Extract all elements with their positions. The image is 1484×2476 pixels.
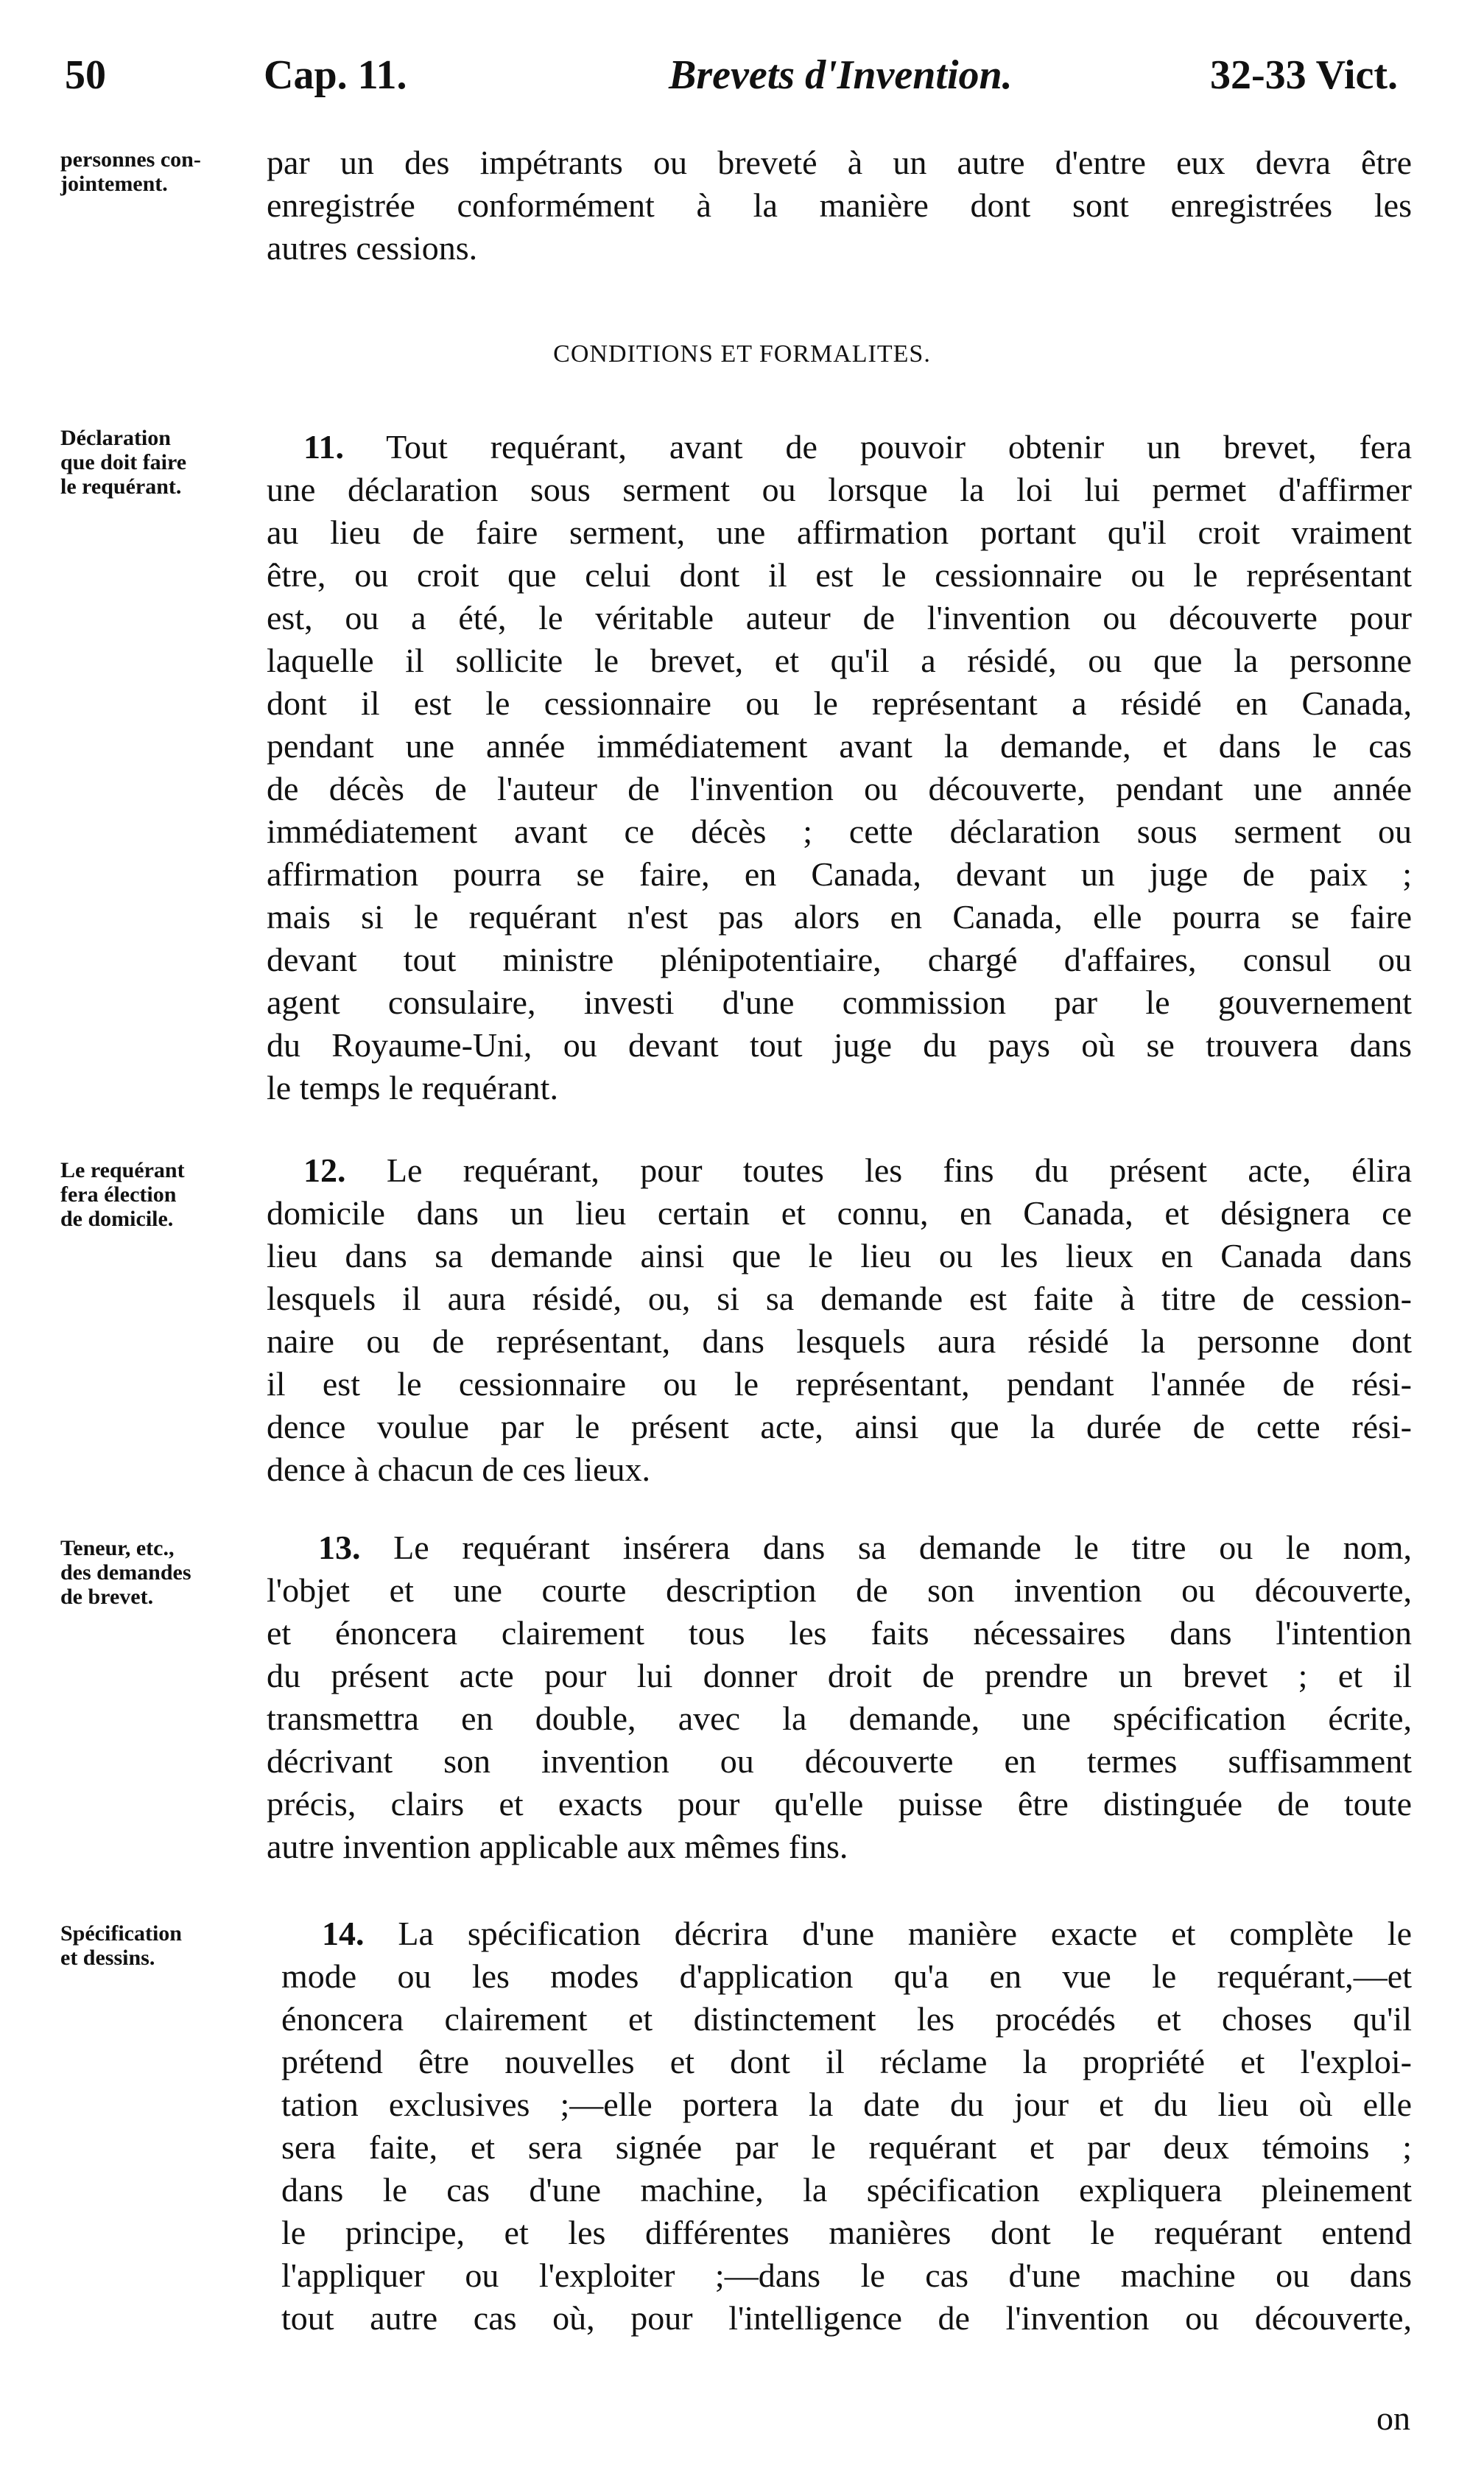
text-line: Tout requérant, avant de pouvoir obtenir un brevet, fera <box>386 428 1412 466</box>
text-line: de décès de l'auteur de l'invention ou découverte, pendant une année <box>267 770 1412 807</box>
intro-paragraph <box>267 141 1412 270</box>
margin-note-line: de brevet. <box>60 1585 154 1609</box>
text-line: domicile dans un lieu certain et connu, en Canada, et désignera ce <box>267 1194 1412 1232</box>
margin-note-line: des demandes <box>60 1560 191 1585</box>
margin-note-section-12 <box>60 1158 267 1231</box>
text-line: du Royaume-Uni, ou devant tout juge du pays où se trouvera dans <box>267 1026 1412 1064</box>
text-line: sera faite, et sera signée par le requérant et par deux témoins ; <box>281 2128 1412 2166</box>
text-line: l'objet et une courte description de son invention ou découverte, <box>267 1571 1412 1609</box>
section-number: 11. <box>303 428 344 466</box>
text-line: par un des impétrants ou breveté à un autre d'entre eux devra être <box>267 144 1412 181</box>
running-title: Brevets d'Invention. <box>669 52 1013 98</box>
margin-note-section-14 <box>60 1921 267 1970</box>
text-line: énoncera clairement et distinctement les procédés et choses qu'il <box>281 2000 1412 2038</box>
section-11 <box>267 426 1412 1109</box>
section-number: 13. <box>318 1529 361 1566</box>
text-line: tation exclusives ;—elle portera la date du jour et du lieu où elle <box>281 2086 1412 2123</box>
margin-note-line: que doit faire <box>60 450 187 474</box>
section-heading: CONDITIONS ET FORMALITES. <box>553 340 931 368</box>
text-line: prétend être nouvelles et dont il réclame la propriété et l'exploi- <box>281 2043 1412 2080</box>
margin-note-line: Déclaration <box>60 426 171 450</box>
margin-note-line: fera élection <box>60 1182 177 1207</box>
text-line: agent consulaire, investi d'une commission par le gouvernement <box>267 983 1412 1021</box>
chapter-label: Cap. 11. <box>264 52 407 98</box>
text-line: dence à chacun de ces lieux. <box>267 1451 651 1488</box>
margin-note-line: de domicile. <box>60 1207 174 1231</box>
text-line: au lieu de faire serment, une affirmation portant qu'il croit vraiment <box>267 513 1412 551</box>
text-line: Le requérant, pour toutes les fins du présent acte, élira <box>386 1151 1412 1189</box>
text-line: naire ou de représentant, dans lesquels aura résidé la personne dont <box>267 1322 1412 1360</box>
text-line: est, ou a été, le véritable auteur de l'invention ou découverte pour <box>267 599 1412 636</box>
text-line: le temps le requérant. <box>267 1069 558 1107</box>
first-line <box>267 1149 1412 1192</box>
text-line: lieu dans sa demande ainsi que le lieu ou les lieux en Canada dans <box>267 1237 1412 1274</box>
text-line: et énoncera clairement tous les faits nécessaires dans l'intention <box>267 1614 1412 1652</box>
margin-note-intro <box>60 147 267 196</box>
text-line: il est le cessionnaire ou le représentant, pendant l'année de rési- <box>267 1365 1412 1403</box>
margin-note-section-11 <box>60 426 267 499</box>
session-label: 32-33 Vict. <box>1209 52 1398 98</box>
first-line <box>281 1912 1412 1955</box>
section-12 <box>267 1149 1412 1491</box>
margin-note-line: Le requérant <box>60 1158 185 1182</box>
margin-note-line: jointement. <box>60 172 168 196</box>
text-line: affirmation pourra se faire, en Canada, devant un juge de paix ; <box>267 855 1412 893</box>
text-line: mais si le requérant n'est pas alors en Canada, elle pourra se faire <box>267 898 1412 936</box>
text-line: autres cessions. <box>267 229 478 267</box>
text-line: le principe, et les différentes manières dont le requérant entend <box>281 2214 1412 2251</box>
text-line: décrivant son invention ou découverte en termes suffisamment <box>267 1742 1412 1780</box>
text-line: laquelle il sollicite le brevet, et qu'il a résidé, ou que la personne <box>267 642 1412 679</box>
section-14 <box>281 1912 1412 2340</box>
section-13 <box>267 1526 1412 1868</box>
text-line: tout autre cas où, pour l'intelligence de l'invention ou découverte, <box>281 2299 1412 2337</box>
first-line <box>267 426 1412 469</box>
text-line: dont il est le cessionnaire ou le représentant a résidé en Canada, <box>267 684 1412 722</box>
margin-note-line: le requérant. <box>60 474 182 499</box>
text-line: précis, clairs et exacts pour qu'elle puisse être distinguée de toute <box>267 1785 1412 1823</box>
text-line: du présent acte pour lui donner droit de prendre un brevet ; et il <box>267 1657 1412 1694</box>
text-line: dans le cas d'une machine, la spécification expliquera pleinement <box>281 2171 1412 2209</box>
text-line: devant tout ministre plénipotentiaire, chargé d'affaires, consul ou <box>267 941 1412 978</box>
text-line: lesquels il aura résidé, ou, si sa demande est faite à titre de cession- <box>267 1280 1412 1317</box>
text-line: immédiatement avant ce décès ; cette déclaration sous serment ou <box>267 813 1412 850</box>
text-line: transmettra en double, avec la demande, une spécification écrite, <box>267 1700 1412 1737</box>
section-number: 12. <box>303 1151 346 1189</box>
text-line: La spécification décrira d'une manière exacte et complète le <box>398 1915 1413 1952</box>
text-line: Le requérant insérera dans sa demande le titre ou le nom, <box>393 1529 1413 1566</box>
section-number: 14. <box>322 1915 365 1952</box>
text-line: mode ou les modes d'application qu'a en vue le requérant,—et <box>281 1957 1412 1995</box>
text-line: pendant une année immédiatement avant la demande, et dans le cas <box>267 727 1412 765</box>
margin-note-section-13 <box>60 1536 267 1609</box>
margin-note-line: personnes con- <box>60 147 201 172</box>
text-line: enregistrée conformément à la manière dont sont enregistrées les <box>267 186 1412 224</box>
text-line: autre invention applicable aux mêmes fins. <box>267 1828 848 1865</box>
text-line: être, ou croit que celui dont il est le cessionnaire ou le représentant <box>267 556 1412 594</box>
first-line <box>267 1526 1412 1569</box>
text-line: une déclaration sous serment ou lorsque la loi lui permet d'affirmer <box>267 471 1412 508</box>
margin-note-line: et dessins. <box>60 1946 155 1970</box>
catchword: on <box>1376 2399 1410 2437</box>
text-line: dence voulue par le présent acte, ainsi que la durée de cette rési- <box>267 1408 1412 1445</box>
margin-note-line: Spécification <box>60 1921 182 1946</box>
page-number: 50 <box>65 52 106 98</box>
page-header <box>65 52 1398 111</box>
text-line: l'appliquer ou l'exploiter ;—dans le cas d'une machine ou dans <box>281 2256 1412 2294</box>
margin-note-line: Teneur, etc., <box>60 1536 175 1560</box>
